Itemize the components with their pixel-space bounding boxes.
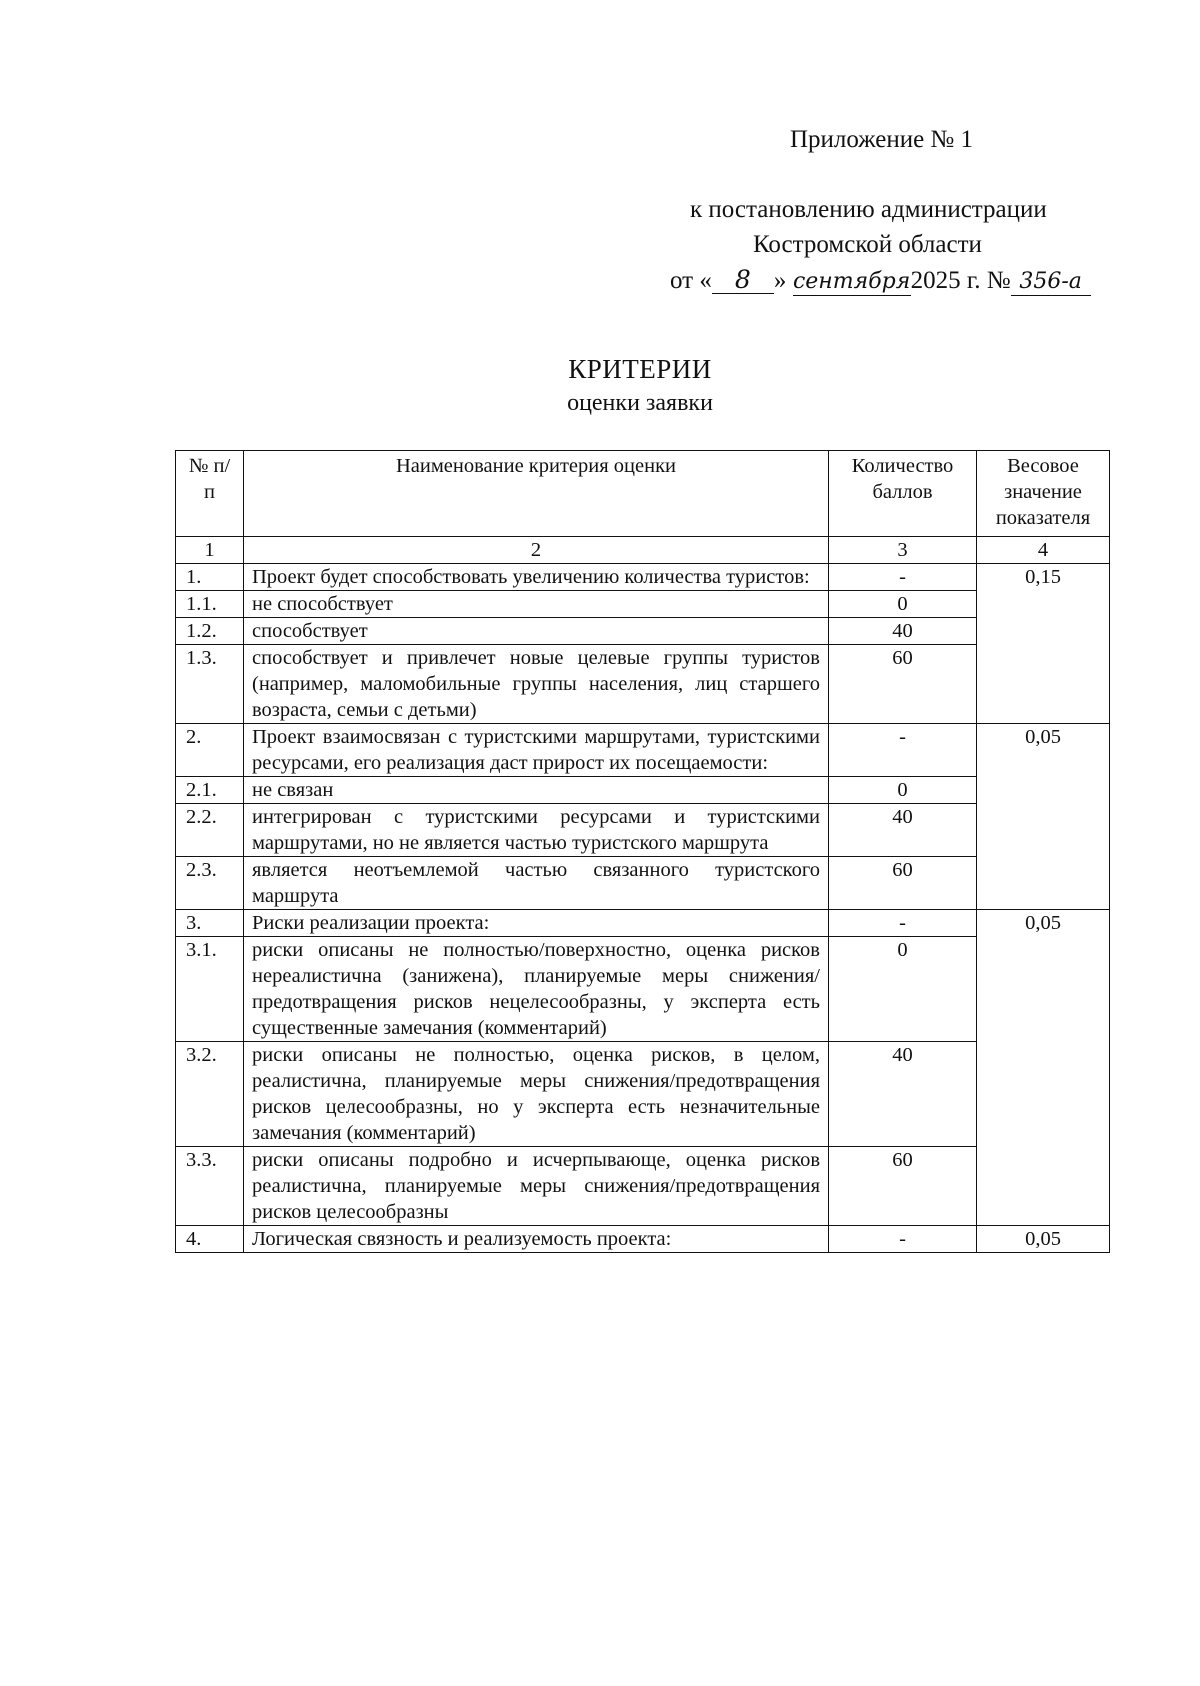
document-subtitle: оценки заявки: [567, 390, 713, 416]
row-score: 60: [829, 857, 977, 910]
row-criterion: не способствует: [244, 591, 829, 618]
table-index-row: [176, 537, 1110, 564]
table-row: [176, 618, 1110, 645]
row-criterion: не связан: [244, 777, 829, 804]
date-month-handwritten: сентября: [792, 269, 911, 294]
row-criterion: риски описаны подробно и исчерпывающе, оценка рисков реалистична, планируемые меры снижения/предотвращения рисков целесообразны: [244, 1147, 829, 1226]
row-criterion: Проект будет способствовать увеличению количества туристов:: [244, 564, 829, 591]
header-score: Количество баллов: [829, 451, 977, 537]
header-num: № п/п: [176, 451, 244, 537]
appendix-title: Приложение № 1: [790, 126, 974, 153]
table-row: [176, 937, 1110, 1042]
row-num: 1.1.: [176, 591, 244, 618]
decree-date-line: [670, 263, 1091, 298]
row-weight: 0,05: [977, 1226, 1110, 1253]
row-score: -: [829, 910, 977, 937]
row-num: 1.3.: [176, 645, 244, 724]
table-row: [176, 804, 1110, 857]
table-row: [176, 1147, 1110, 1226]
table-row: [176, 724, 1110, 777]
decree-region: Костромской области: [753, 231, 982, 258]
table-row: [176, 564, 1110, 591]
table-row: [176, 777, 1110, 804]
date-day-handwritten: 8: [712, 267, 774, 294]
row-weight: 0,05: [977, 910, 1110, 1226]
table-row: [176, 591, 1110, 618]
row-score: 60: [829, 645, 977, 724]
row-criterion: Проект взаимосвязан с туристскими маршрутами, туристскими ресурсами, его реализация даст прирост их посещаемости:: [244, 724, 829, 777]
row-num: 3.3.: [176, 1147, 244, 1226]
row-num: 3.: [176, 910, 244, 937]
table-row: [176, 1226, 1110, 1253]
table-row: [176, 910, 1110, 937]
row-num: 3.1.: [176, 937, 244, 1042]
index-cell: 2: [244, 537, 829, 564]
row-score: 40: [829, 618, 977, 645]
table-header-row: [176, 451, 1110, 537]
row-criterion: Риски реализации проекта:: [244, 910, 829, 937]
date-prefix: от «: [670, 267, 712, 294]
index-cell: 1: [176, 537, 244, 564]
row-weight: 0,15: [977, 564, 1110, 724]
row-criterion: способствует и привлечет новые целевые группы туристов (например, маломобильные группы населения, лиц старшего возраста, семьи с детьми): [244, 645, 829, 724]
row-num: 1.2.: [176, 618, 244, 645]
table-row: [176, 1042, 1110, 1147]
row-num: 3.2.: [176, 1042, 244, 1147]
header-weight: Весовое значение показателя: [977, 451, 1110, 537]
criteria-table: [175, 450, 1110, 1253]
row-num: 1.: [176, 564, 244, 591]
row-criterion: риски описаны не полностью, оценка рисков, в целом, реалистична, планируемые меры снижения/предотвращения рисков целесообразны, но у эксперта есть незначительные замечания (комментарий): [244, 1042, 829, 1147]
document-title: КРИТЕРИИ: [568, 354, 712, 384]
row-score: 0: [829, 937, 977, 1042]
row-score: -: [829, 564, 977, 591]
row-score: -: [829, 724, 977, 777]
index-cell: 3: [829, 537, 977, 564]
header-name: Наименование критерия оценки: [244, 451, 829, 537]
row-score: 0: [829, 591, 977, 618]
decree-reference: к постановлению администрации: [690, 196, 1047, 223]
row-score: 40: [829, 1042, 977, 1147]
row-criterion: Логическая связность и реализуемость проекта:: [244, 1226, 829, 1253]
row-criterion: интегрирован с туристскими ресурсами и туристскими маршрутами, но не является частью туристского маршрута: [244, 804, 829, 857]
table-row: [176, 857, 1110, 910]
row-score: 60: [829, 1147, 977, 1226]
date-mid: »: [773, 267, 787, 294]
row-num: 2.1.: [176, 777, 244, 804]
row-score: 40: [829, 804, 977, 857]
row-num: 4.: [176, 1226, 244, 1253]
row-criterion: риски описаны не полностью/поверхностно, оценка рисков нереалистична (занижена), планируемые меры снижения/предотвращения рисков нецелесообразны, у эксперта есть существенные замечания (комментарий): [244, 937, 829, 1042]
row-score: -: [829, 1226, 977, 1253]
date-year: 2025 г. №: [910, 267, 1011, 294]
row-criterion: является неотъемлемой частью связанного туристского маршрута: [244, 857, 829, 910]
row-score: 0: [829, 777, 977, 804]
row-criterion: способствует: [244, 618, 829, 645]
row-num: 2.2.: [176, 804, 244, 857]
row-weight: 0,05: [977, 724, 1110, 910]
table-row: [176, 645, 1110, 724]
row-num: 2.3.: [176, 857, 244, 910]
row-num: 2.: [176, 724, 244, 777]
decree-number-handwritten: 356-а: [1011, 269, 1091, 296]
index-cell: 4: [977, 537, 1110, 564]
